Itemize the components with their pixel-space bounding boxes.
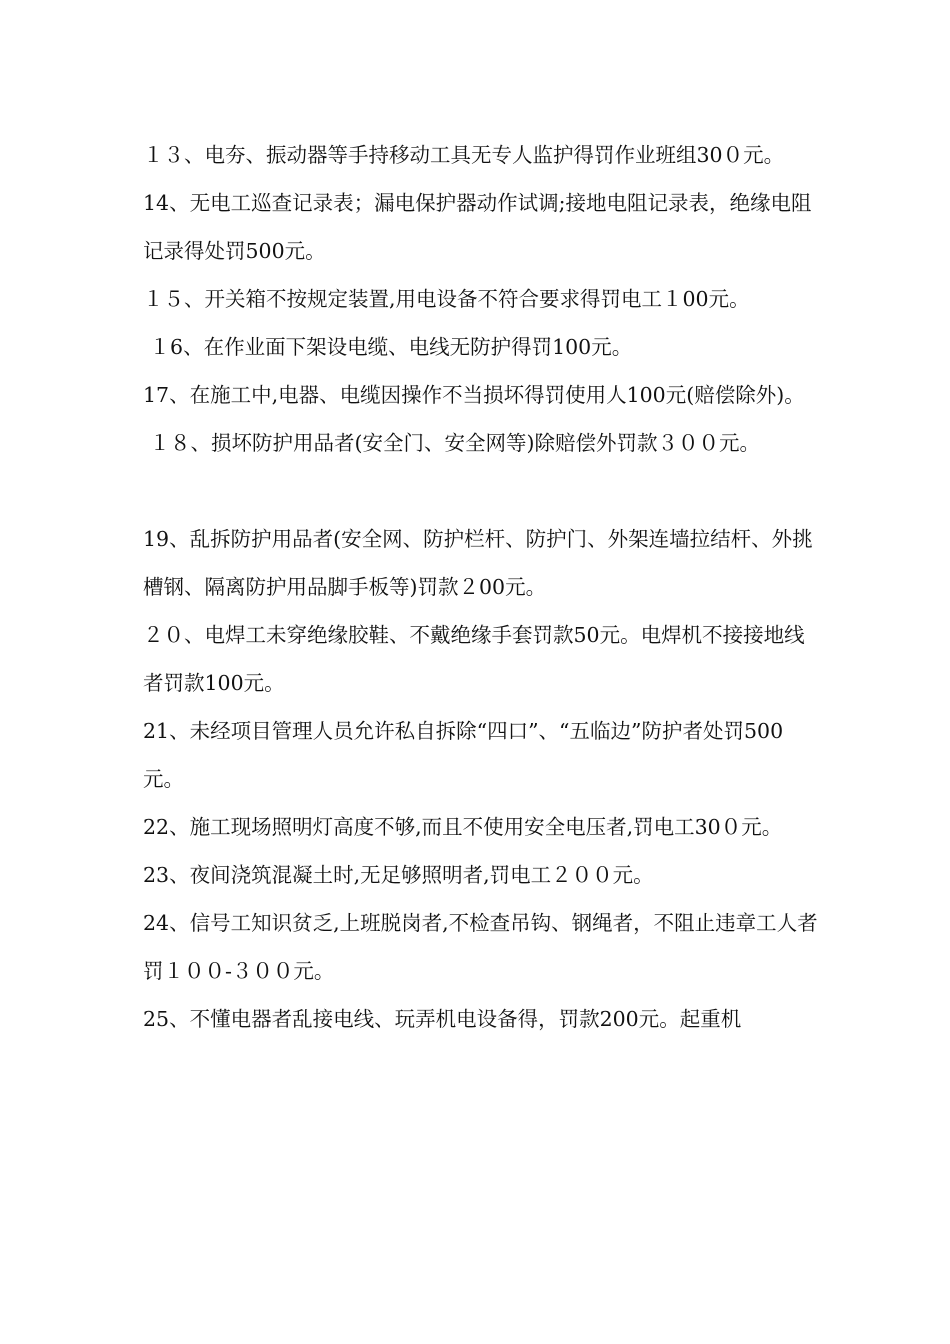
rule-item-17: 17、在施工中,电器、电缆因操作不当损坏得罚使用人100元(赔偿除外)。	[143, 383, 805, 407]
rule-item-19: 19、乱拆防护用品者(安全网、防护栏杆、防护门、外架连墙拉结杆、外挑槽钢、隔离防护用品脚手板等)罚款２00元。	[143, 527, 813, 599]
paragraph-spacer	[143, 467, 823, 515]
rule-item-15: １５、开关箱不按规定装置,用电设备不符合要求得罚电工１00元。	[143, 287, 750, 311]
rule-item-13: １３、电夯、振动器等手持移动工具无专人监护得罚作业班组30０元。	[143, 143, 785, 167]
rule-item-25: 25、不懂电器者乱接电线、玩弄机电设备得，罚款200元。起重机	[143, 1007, 742, 1031]
rule-item-18: １８、损坏防护用品者(安全门、安全网等)除赔偿外罚款３００元。	[143, 431, 761, 455]
rule-item-14: 14、无电工巡查记录表；漏电保护器动作试调;接地电阻记录表，绝缘电阻记录得处罚500元。	[143, 191, 812, 263]
rule-item-21: 21、未经项目管理人员允许私自拆除“四口”、“五临边”防护者处罚500元。	[143, 719, 784, 791]
rule-item-24: 24、信号工知识贫乏,上班脱岗者,不检查吊钩、钢绳者，不阻止违章工人者罚１００-３００元。	[143, 911, 818, 983]
document-body	[143, 131, 823, 1043]
rule-item-16: １6、在作业面下架设电缆、电线无防护得罚100元。	[143, 335, 633, 359]
rule-item-23: 23、夜间浇筑混凝土时,无足够照明者,罚电工２００元。	[143, 863, 654, 887]
rule-item-20: ２０、电焊工未穿绝缘胶鞋、不戴绝缘手套罚款50元。电焊机不接接地线者罚款100元。	[143, 623, 805, 695]
rule-item-22: 22、施工现场照明灯高度不够,而且不使用安全电压者,罚电工30０元。	[143, 815, 783, 839]
